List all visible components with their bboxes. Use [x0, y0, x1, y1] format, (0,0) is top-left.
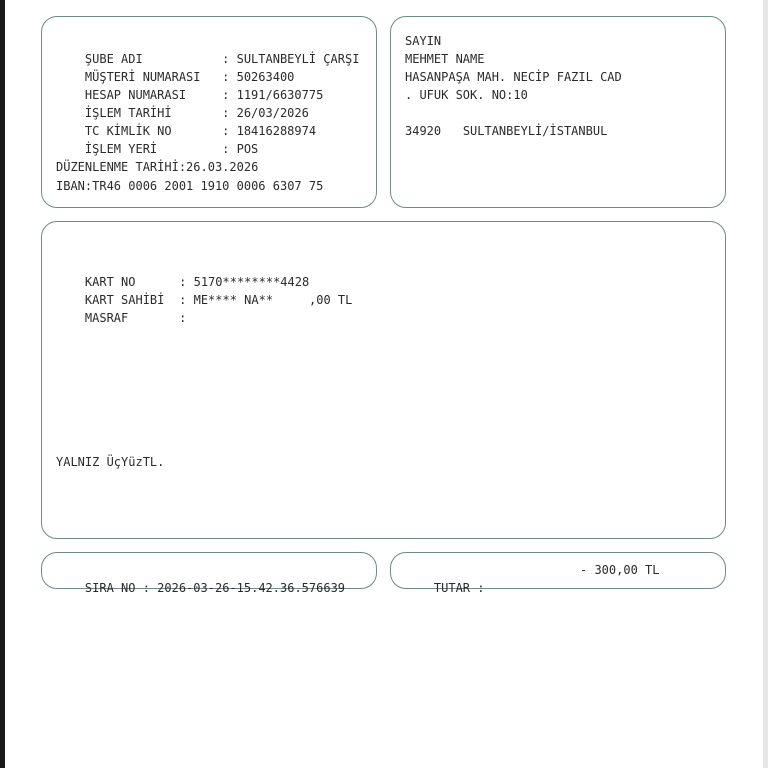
card-holder-value: ME**** NA** — [193, 293, 274, 307]
separator: : — [214, 124, 237, 138]
address-line-3 — [405, 122, 607, 140]
left-scan-edge — [0, 0, 5, 768]
customer-number-label: MÜŞTERİ NUMARASI — [84, 70, 201, 84]
spacer — [441, 124, 463, 138]
transaction-place-value: POS — [236, 142, 259, 156]
separator: : — [214, 70, 237, 84]
separator: : — [214, 88, 237, 102]
recipient-name: MEHMET NAME — [405, 52, 485, 66]
card-number-value: 5170********4428 — [193, 275, 310, 289]
tc-id-value: 18416288974 — [236, 124, 317, 138]
sequence-value: 2026-03-26-15.42.36.576639 — [157, 581, 346, 595]
tc-id-label: TC KİMLİK NO — [84, 124, 172, 138]
sequence-panel — [41, 552, 377, 595]
issue-date: DÜZENLENME TARİHİ:26.03.2026 — [56, 160, 259, 174]
transaction-date-label: İŞLEM TARİHİ — [84, 106, 172, 120]
card-details-panel — [41, 221, 726, 539]
fee-label: MASRAF — [84, 311, 129, 325]
separator: : — [214, 106, 237, 120]
fee-value: ,00 TL — [309, 293, 353, 307]
recipient-panel — [390, 16, 726, 208]
fee-row — [56, 291, 194, 345]
total-value: - 300,00 TL — [580, 563, 660, 577]
sequence-row — [56, 561, 345, 615]
separator: : — [171, 293, 194, 307]
card-number-label: KART NO — [84, 275, 136, 289]
separator: : — [470, 581, 485, 595]
salutation: SAYIN — [405, 34, 442, 48]
branch-label: ŞUBE ADI — [84, 52, 143, 66]
account-number-value: 1191/6630775 — [236, 88, 324, 102]
separator: : — [171, 275, 194, 289]
right-scan-edge — [763, 0, 768, 768]
address-line-2: . UFUK SOK. NO:10 — [405, 88, 528, 102]
transaction-date-value: 26/03/2026 — [236, 106, 309, 120]
customer-number-value: 50263400 — [236, 70, 295, 84]
transaction-place-label: İŞLEM YERİ — [84, 142, 158, 156]
card-holder-label: KART SAHİBİ — [84, 293, 165, 307]
separator: : — [135, 581, 158, 595]
branch-value: SULTANBEYLİ ÇARŞI — [236, 52, 360, 66]
address-line-1: HASANPAŞA MAH. NECİP FAZIL CAD — [405, 70, 622, 84]
city: SULTANBEYLİ/İSTANBUL — [462, 124, 608, 138]
separator: : — [214, 142, 237, 156]
total-panel — [390, 552, 726, 595]
total-label: TUTAR — [433, 581, 471, 595]
sequence-label: SIRA NO — [84, 581, 136, 595]
separator: : — [171, 311, 194, 325]
account-number-label: HESAP NUMARASI — [84, 88, 187, 102]
postal-code: 34920 — [405, 124, 442, 138]
separator: : — [214, 52, 237, 66]
branch-info-panel — [41, 16, 377, 208]
total-row — [405, 561, 484, 615]
amount-in-words: YALNIZ ÜçYüzTL. — [56, 455, 165, 469]
iban: IBAN:TR46 0006 2001 1910 0006 6307 75 — [56, 179, 324, 193]
